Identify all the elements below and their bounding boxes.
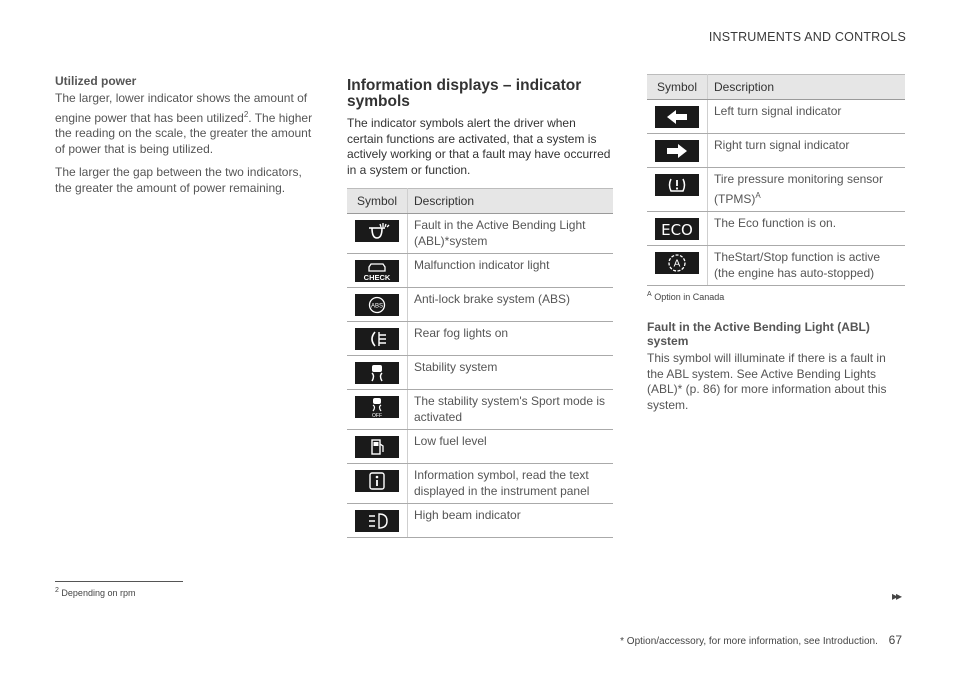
table-row — [347, 464, 613, 504]
table-cell-description: Malfunction indicator light — [408, 254, 614, 288]
indicator-symbols-heading: Information displays – indicator symbols — [347, 77, 582, 110]
table-row — [647, 134, 905, 168]
table-cell-description: Left turn signal indicator — [708, 100, 906, 134]
table-row — [347, 288, 613, 322]
table-cell-description: The Eco function is on. — [708, 212, 906, 246]
low-fuel-icon — [355, 436, 399, 458]
table-row — [647, 100, 905, 134]
table-row — [347, 430, 613, 464]
abs-icon — [355, 294, 399, 316]
footnote-divider — [55, 581, 183, 582]
check-engine-icon — [355, 260, 399, 282]
table-cell-description: Stability system — [408, 356, 614, 390]
right-turn-icon — [655, 140, 699, 162]
indicator-symbol-table — [347, 188, 613, 538]
running-header: INSTRUMENTS AND CONTROLS — [708, 30, 906, 44]
table-row — [347, 504, 613, 538]
indicator-symbols-intro: The indicator symbols alert the driver when certain functions are activated, that a system is actively working or that a fault may have occurred in a system or function. — [347, 116, 611, 177]
option-accessory-note: * Option/accessory, for more information, see Introduction. — [620, 636, 878, 647]
stability-icon — [355, 362, 399, 384]
continue-arrows-icon: ▸▸ — [891, 589, 900, 603]
table-row — [347, 214, 613, 254]
description-column-header: Description — [408, 189, 614, 214]
table-cell-description: High beam indicator — [408, 504, 614, 538]
left-column — [55, 74, 317, 204]
utilized-power-heading: Utilized power — [55, 74, 137, 88]
table-row — [647, 246, 905, 286]
info-icon — [355, 470, 399, 492]
table-row — [347, 390, 613, 430]
abl-fault-heading: Fault in the Active Bending Light (ABL) system — [647, 320, 870, 348]
table-row — [347, 356, 613, 390]
table-row — [347, 254, 613, 288]
svg-text:CHECK: CHECK — [363, 273, 391, 282]
table-note-ref: A — [755, 190, 761, 200]
table-row — [647, 212, 905, 246]
svg-text:ECO: ECO — [661, 221, 693, 239]
right-column — [647, 74, 905, 421]
table-cell-description: Right turn signal indicator — [708, 134, 906, 168]
svg-text:ABS: ABS — [370, 303, 384, 310]
footnote: $^2$ Depending on rpm — [55, 587, 136, 598]
rear-fog-icon — [355, 328, 399, 350]
table-cell-description: Fault in the Active Bending Light (ABL)*system — [408, 214, 614, 254]
abl-fault-icon — [355, 220, 399, 242]
page-footer — [620, 633, 902, 647]
indicator-symbol-table-continued — [647, 74, 905, 286]
footnote-ref-2: 2 — [243, 109, 249, 119]
table-cell-description: TheStart/Stop function is active (the engine has auto-stopped) — [708, 246, 906, 286]
table-cell-description: Low fuel level — [408, 430, 614, 464]
start-stop-icon — [655, 252, 699, 274]
table-cell-description: The stability system's Sport mode is activated — [408, 390, 614, 430]
tpms-icon — [655, 174, 699, 196]
table-note: $^A$ Option in Canada — [647, 291, 725, 302]
table-cell-description: Anti-lock brake system (ABS) — [408, 288, 614, 322]
high-beam-icon — [355, 510, 399, 532]
symbol-column-header: Symbol — [347, 189, 408, 214]
table-row — [347, 322, 613, 356]
table-cell-description: Tire pressure monitoring sensor (TPMS)$^A$ — [708, 168, 906, 212]
table-cell-description: Rear fog lights on — [408, 322, 614, 356]
middle-column — [347, 74, 613, 538]
utilized-power-paragraph-1: The larger, lower indicator shows the amount of engine power that has been utilized$^2$. The higher the reading on the scale, the greater the amount of power that is being utilized. — [55, 91, 313, 156]
svg-text:A: A — [673, 258, 681, 270]
stability-sport-icon — [355, 396, 399, 418]
left-turn-icon — [655, 106, 699, 128]
eco-icon — [655, 218, 699, 240]
svg-text:OFF: OFF — [372, 413, 382, 418]
table-cell-description: Information symbol, read the text displayed in the instrument panel — [408, 464, 614, 504]
utilized-power-paragraph-2: The larger the gap between the two indicators, the greater the amount of power remaining. — [55, 165, 302, 195]
symbol-column-header: Symbol — [647, 75, 708, 100]
abl-fault-paragraph: This symbol will illuminate if there is a fault in the ABL system. See Active Bending Lights (ABL)* (p. 86) for more information about this system. — [647, 351, 887, 412]
page-number: 67 — [888, 633, 902, 647]
table-row — [647, 168, 905, 212]
description-column-header: Description — [708, 75, 906, 100]
